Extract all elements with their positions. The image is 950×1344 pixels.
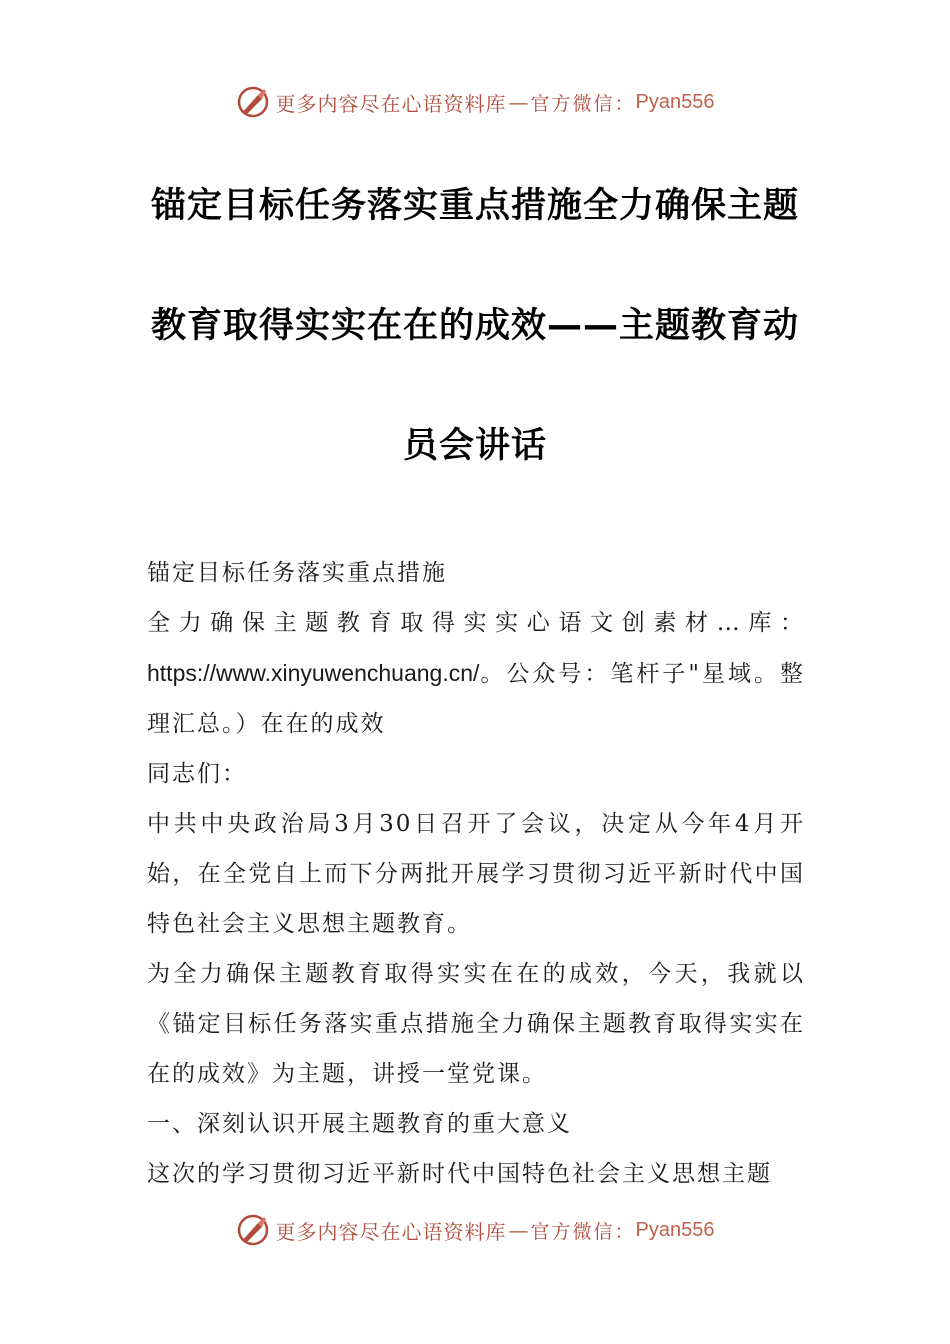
banner-dash: — <box>508 1218 529 1242</box>
paragraph: 中共中央政治局3月30日召开了会议，决定从今年4月开始，在全党自上而下分两批开展学习贯彻习近平新时代中国特色社会主义思想主题教育。 <box>147 811 805 937</box>
paragraph <box>147 598 805 749</box>
pen-logo-icon <box>236 1213 270 1247</box>
banner-dash: — <box>508 90 529 114</box>
banner-text: 更多内容尽在心语资料库 <box>275 91 507 116</box>
banner-wechat-id: Pyan556 <box>635 90 715 113</box>
title-line-1: 锚定目标任务落实重点措施全力确保主题 <box>150 186 799 226</box>
footer-banner <box>0 1210 950 1250</box>
pen-logo-icon <box>236 85 270 119</box>
paragraph-text: 全力确保主题教育取得实实心语文创素材…库： <box>147 610 805 636</box>
title-line-3: 员会讲话 <box>402 426 547 466</box>
paragraph: 这次的学习贯彻习近平新时代中国特色社会主义思想主题 <box>147 1161 772 1187</box>
title-line-2: 教育取得实实在在的成效——主题教育动 <box>150 306 799 346</box>
header-banner <box>0 82 950 122</box>
banner-wechat-id: Pyan556 <box>635 1218 715 1241</box>
banner-wechat-label: 官方微信： <box>530 1220 636 1243</box>
website-url: https://www.xinyuwenchuang.cn/ <box>147 660 480 686</box>
paragraph: 为全力确保主题教育取得实实在在的成效，今天，我就以《锚定目标任务落实重点措施全力确保主题教育取得实实在在的成效》为主题，讲授一堂党课。 <box>147 961 805 1087</box>
section-heading: 一、深刻认识开展主题教育的重大意义 <box>147 1111 572 1137</box>
paragraph: 锚定目标任务落实重点措施 <box>147 560 447 586</box>
banner-text: 更多内容尽在心语资料库 <box>275 1219 507 1244</box>
paragraph: 同志们： <box>147 761 247 787</box>
paragraph-text: 。公众号：笔杆子"星域。整理汇总。）在在的成效 <box>147 661 805 737</box>
banner-wechat-label: 官方微信： <box>530 92 636 115</box>
document-body <box>147 548 805 1199</box>
